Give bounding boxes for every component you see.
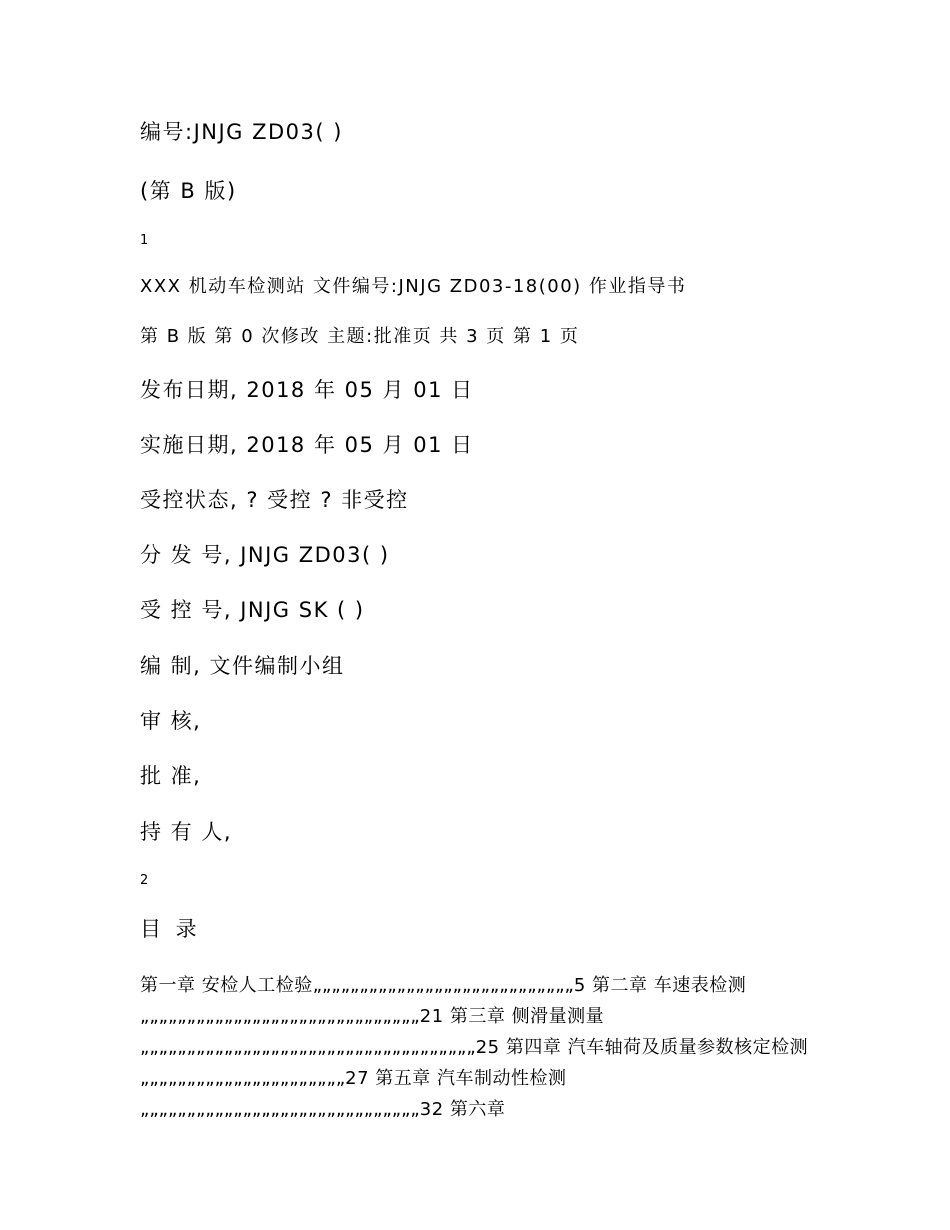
toc-entry-title: 汽车轴荷及质量参数核定检测 bbox=[567, 1037, 809, 1058]
publish-date: 发布日期, 2018 年 05 月 01 日 bbox=[140, 378, 474, 402]
page-number-1: 1 bbox=[140, 233, 149, 248]
document-subheader: 第 B 版 第 0 次修改 主题:批准页 共 3 页 第 1 页 bbox=[140, 326, 580, 347]
toc-leader: „„„„„„„„„„„„„„„„„„„„„„„„„„„„ bbox=[312, 975, 574, 996]
toc-entry-title: 车速表检测 bbox=[653, 975, 747, 996]
toc-leader: „„„„„„„„„„„„„„„„„„„„„„„„„„„„„„ bbox=[140, 1099, 420, 1120]
document-header: XXX 机动车检测站 文件编号:JNJG ZD03-18(00) 作业指导书 bbox=[140, 276, 687, 297]
reviewed-by: 审 核, bbox=[140, 709, 202, 733]
toc-chapter: 第四章 bbox=[505, 1037, 562, 1058]
effective-date: 实施日期, 2018 年 05 月 01 日 bbox=[140, 433, 474, 457]
control-status: 受控状态, ? 受控 ? 非受控 bbox=[140, 488, 409, 512]
toc-entry-title: 安检人工检验 bbox=[201, 975, 313, 996]
table-of-contents bbox=[140, 970, 820, 1125]
distribution-number: 分 发 号, JNJG ZD03( ) bbox=[140, 543, 390, 567]
toc-page: 32 bbox=[419, 1099, 444, 1120]
toc-entry[interactable] bbox=[140, 975, 592, 996]
toc-page: 5 bbox=[573, 975, 586, 996]
holder: 持 有 人, bbox=[140, 820, 233, 844]
toc-chapter: 第五章 bbox=[375, 1068, 431, 1089]
toc-entry-title: 汽车制动性检测 bbox=[437, 1068, 567, 1089]
toc-entry-title: 侧滑量测量 bbox=[511, 1006, 605, 1027]
page-number-2: 2 bbox=[140, 873, 149, 888]
toc-chapter: 第一章 bbox=[140, 975, 196, 996]
toc-title: 目 录 bbox=[140, 917, 201, 941]
toc-leader: „„„„„„„„„„„„„„„„„„„„„„„„„„„„„„„„„„„„ bbox=[140, 1037, 476, 1058]
document-code: 编号:JNJG ZD03( ) bbox=[140, 120, 343, 144]
toc-entry[interactable] bbox=[450, 1099, 506, 1120]
compiled-by: 编 制, 文件编制小组 bbox=[140, 654, 345, 678]
toc-leader: „„„„„„„„„„„„„„„„„„„„„„„„„„„„„„ bbox=[140, 1006, 420, 1027]
edition-label: (第 B 版) bbox=[140, 179, 237, 203]
toc-leader: „„„„„„„„„„„„„„„„„„„„„„ bbox=[140, 1068, 346, 1089]
toc-chapter: 第二章 bbox=[592, 975, 648, 996]
toc-page: 27 bbox=[345, 1068, 370, 1089]
toc-chapter: 第六章 bbox=[449, 1099, 506, 1120]
controlled-number: 受 控 号, JNJG SK ( ) bbox=[140, 598, 365, 622]
toc-page: 25 bbox=[475, 1037, 500, 1058]
toc-chapter: 第三章 bbox=[449, 1006, 506, 1027]
toc-page: 21 bbox=[419, 1006, 444, 1027]
approved-by: 批 准, bbox=[140, 764, 202, 788]
